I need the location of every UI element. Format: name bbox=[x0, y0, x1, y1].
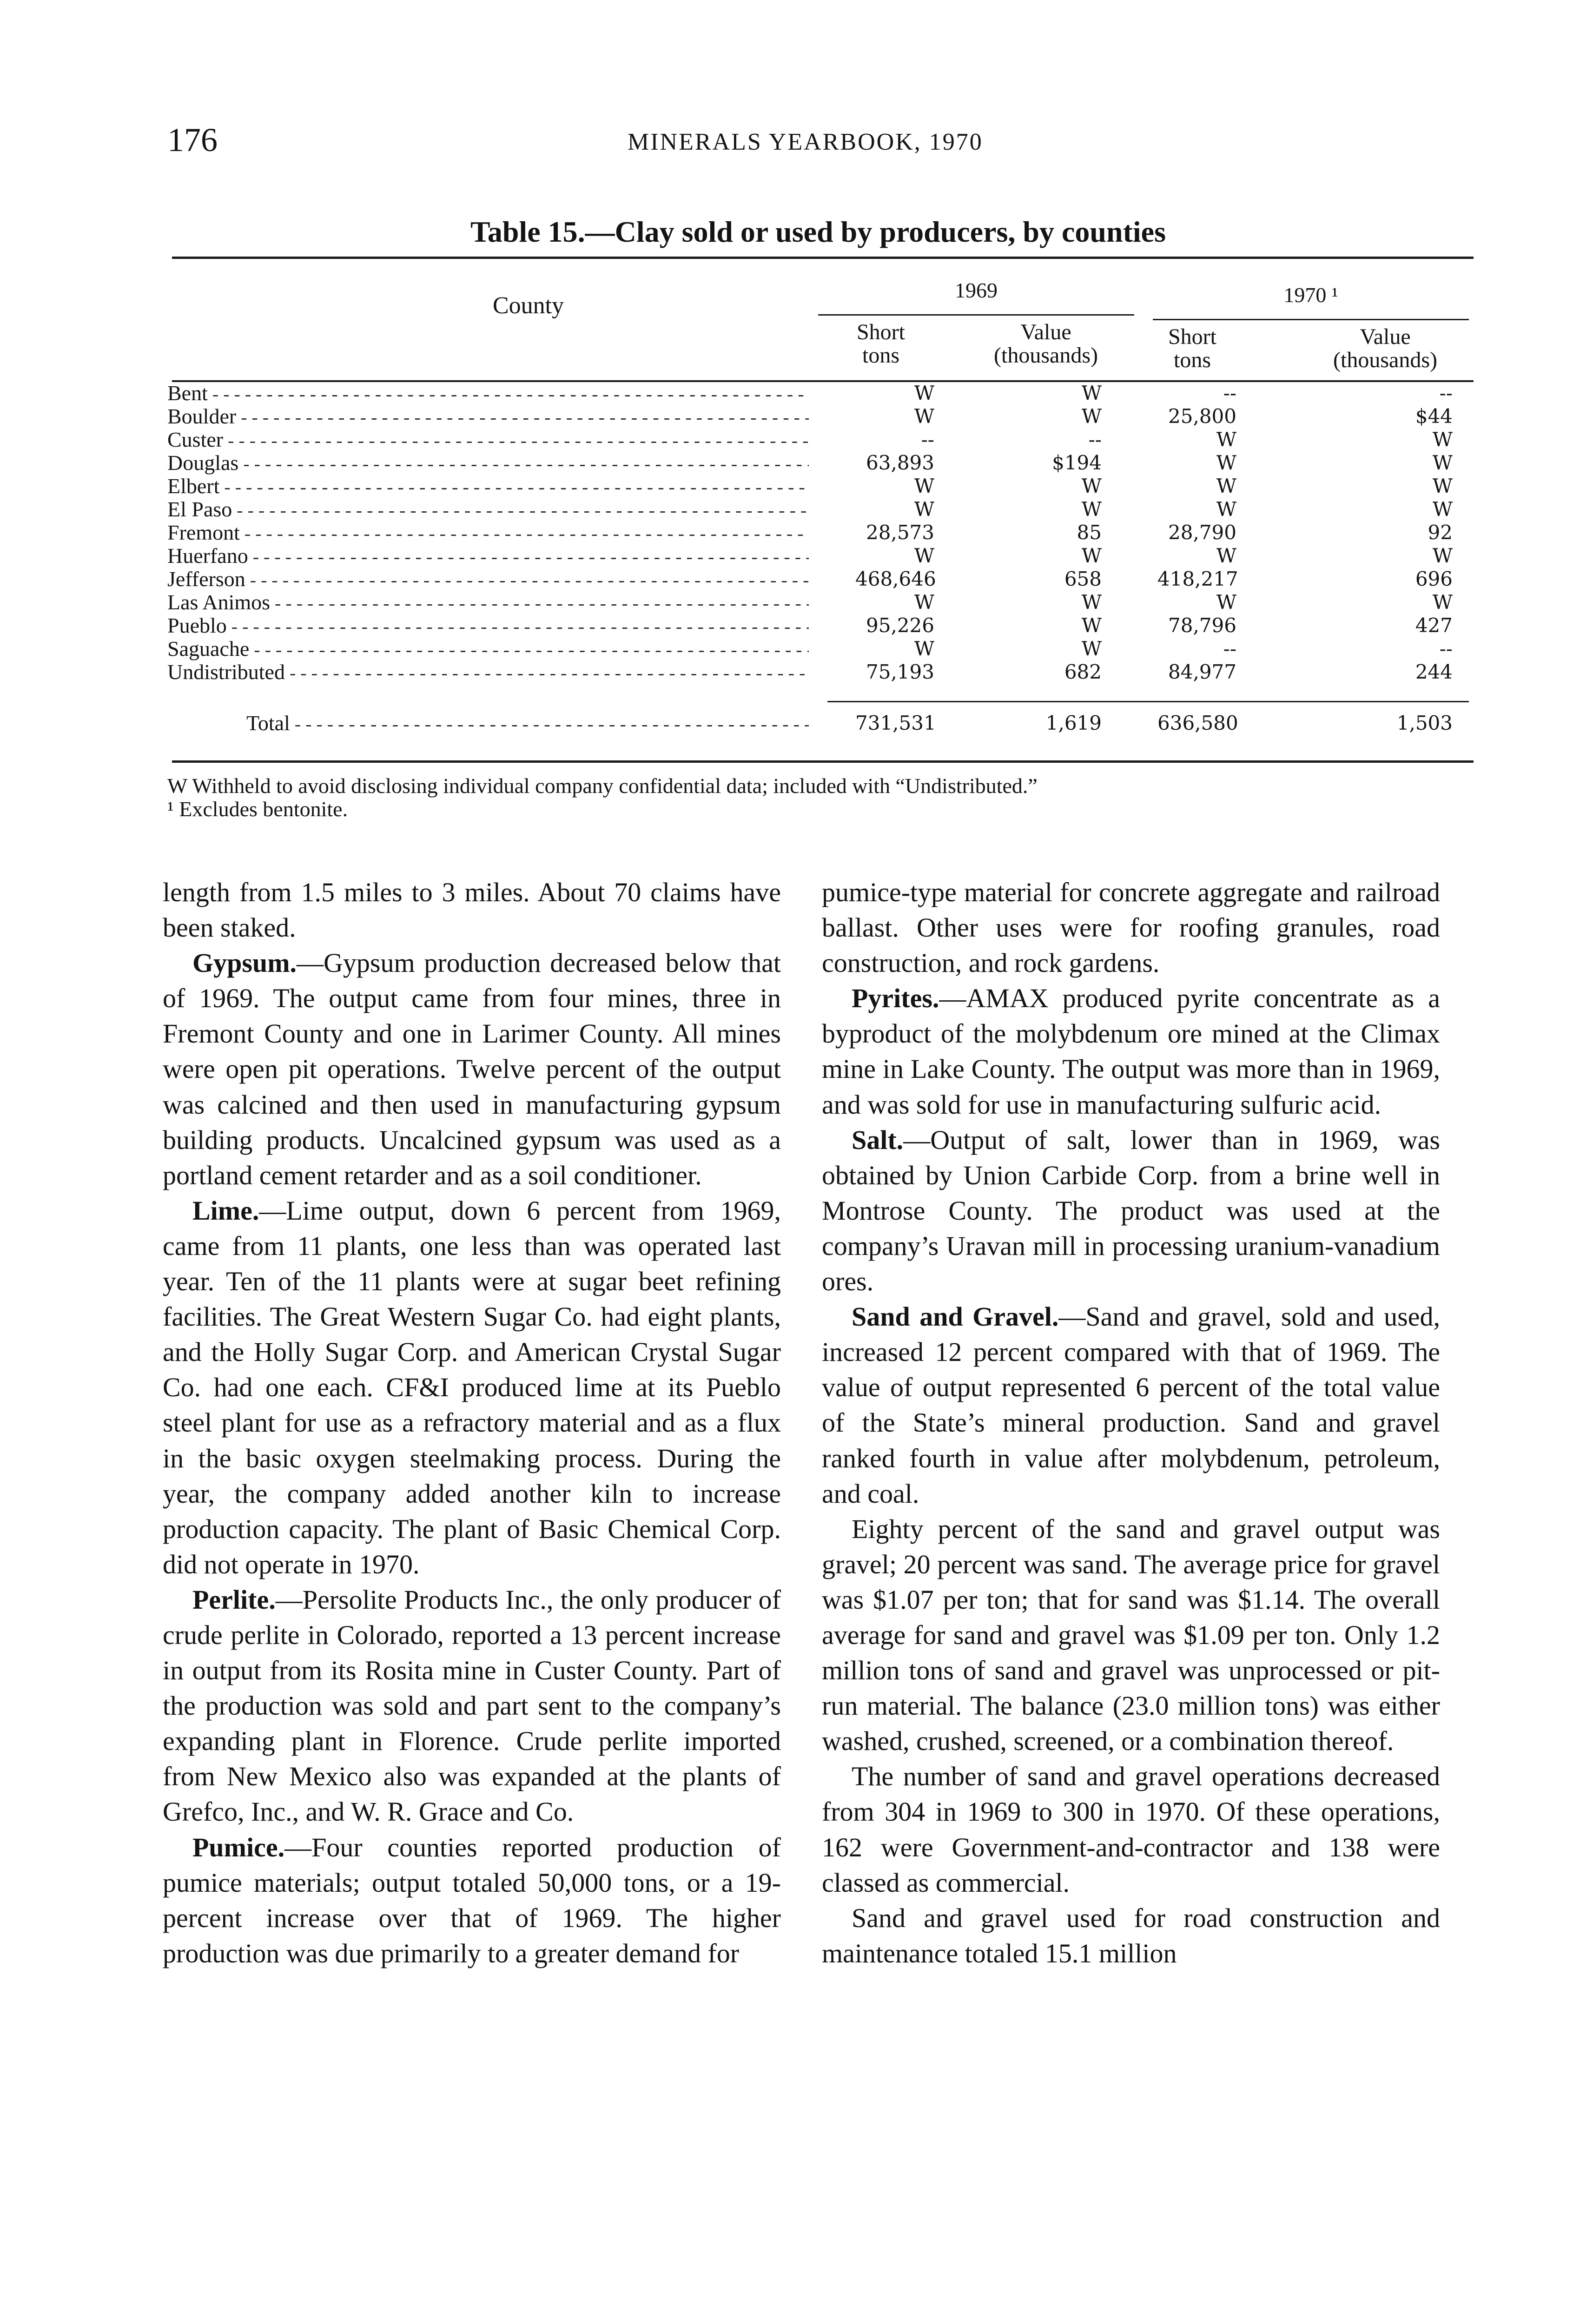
value-1969: W bbox=[1081, 405, 1102, 428]
county-name: Saguache - - - bbox=[167, 638, 809, 661]
county-name: Jefferson - - - bbox=[167, 568, 809, 591]
table-row bbox=[167, 661, 1469, 683]
paragraph-lead: Salt. bbox=[852, 1124, 904, 1155]
paragraph bbox=[822, 1759, 1440, 1900]
table-row bbox=[167, 614, 1469, 637]
tons-1970: 84,977 bbox=[1168, 660, 1236, 683]
value-1970: 244 bbox=[1415, 660, 1453, 683]
tons-1969: W bbox=[914, 591, 934, 614]
total-tons-1970: 636,580 bbox=[1157, 712, 1238, 734]
tons-1970: W bbox=[1216, 544, 1236, 567]
paragraph-lead: Pyrites. bbox=[852, 983, 939, 1014]
county-name: Huerfano - - - bbox=[167, 545, 809, 568]
value-1969: W bbox=[1081, 498, 1102, 521]
table-bottom-rule bbox=[172, 760, 1474, 763]
year-1969-header: 1969 bbox=[955, 278, 998, 302]
paragraph-lead: Pumice. bbox=[192, 1832, 285, 1862]
paragraph-text: Eighty percent of the sand and gravel output was gravel; 20 percent was sand. The average price for gravel was $1.07 per ton; that for sand was $1.14. The overall average for sand and gravel was $1.09 per ton. Only 1.2 million tons of sand and gravel was unprocessed or pit-run material. The balance (23.0 million tons) was either washed, crushed, screened, or a combination thereof. bbox=[822, 1513, 1440, 1756]
value-1969: W bbox=[1081, 382, 1102, 404]
left-column bbox=[163, 875, 781, 1971]
tons-1970: 28,790 bbox=[1168, 521, 1236, 544]
value-1969-header: Value (thousands) bbox=[994, 320, 1098, 368]
total-top-rule bbox=[827, 701, 1469, 702]
paragraph-text: —Four counties reported production of pumice materials; output totaled 50,000 tons, or a 19-percent increase over that of 1969. The higher production was due primarily to a greater demand for bbox=[163, 1832, 781, 1968]
tons-1970: -- bbox=[1223, 637, 1236, 660]
value-1970: 696 bbox=[1415, 568, 1453, 590]
value-1969: 682 bbox=[1064, 660, 1102, 683]
table-title: Table 15.—Clay sold or used by producers, by counties bbox=[470, 215, 1166, 248]
paragraph-text: —Persolite Products Inc., the only producer of crude perlite in Colorado, reported a 13 percent increase in output from its Rosita mine in Custer County. Part of the production was sold and part sent to the company’s expanding plant in Florence. Crude perlite imported from New Mexico also was expanded at the plants of Grefco, Inc., and W. R. Grace and Co. bbox=[163, 1584, 781, 1827]
paragraph-text: —AMAX produced pyrite concentrate as a byproduct of the molybdenum ore mined at the Climax mine in Lake County. The output was more than in 1969, and was sold for use in manufacturing sulfuric acid. bbox=[822, 983, 1440, 1120]
table-top-rule bbox=[172, 257, 1474, 259]
table-footnotes bbox=[167, 774, 1469, 821]
paragraph bbox=[163, 1582, 781, 1830]
paragraph-lead: Perlite. bbox=[192, 1584, 276, 1615]
short-tons-1969-header: Short tons bbox=[856, 320, 905, 368]
table-row bbox=[167, 522, 1469, 544]
paragraph-text: —Output of salt, lower than in 1969, was obtained by Union Carbide Corp. from a brine well in Montrose County. The product was used at the company’s Uravan mill in processing uranium-vanadium ores. bbox=[822, 1124, 1440, 1297]
value-1969: $194 bbox=[1052, 451, 1102, 474]
short-tons-1970-header: Short tons bbox=[1168, 324, 1216, 372]
table-row bbox=[167, 545, 1469, 567]
value-1970: W bbox=[1432, 591, 1453, 614]
tons-1970: 78,796 bbox=[1168, 614, 1236, 637]
tons-1969: 63,893 bbox=[866, 451, 934, 474]
paragraph bbox=[163, 945, 781, 1193]
value-1969: -- bbox=[1088, 428, 1102, 451]
paragraph bbox=[822, 875, 1440, 981]
tons-1970: W bbox=[1216, 475, 1236, 497]
running-title: MINERALS YEARBOOK, 1970 bbox=[628, 129, 983, 155]
table-row bbox=[167, 405, 1469, 428]
tons-1969: W bbox=[914, 405, 934, 428]
table-row bbox=[167, 568, 1469, 590]
county-name: El Paso - - - bbox=[167, 498, 809, 522]
tons-1970: 418,217 bbox=[1157, 568, 1238, 590]
table-row bbox=[167, 591, 1469, 614]
tons-1969: -- bbox=[921, 428, 934, 451]
tons-1970: W bbox=[1216, 591, 1236, 614]
table-row bbox=[167, 498, 1469, 521]
value-1969: 658 bbox=[1064, 568, 1102, 590]
tons-1969: 75,193 bbox=[866, 660, 934, 683]
value-1969: W bbox=[1081, 475, 1102, 497]
county-name: Custer - - - bbox=[167, 429, 809, 452]
paragraph-lead: Gypsum. bbox=[192, 948, 297, 978]
paragraph bbox=[822, 1122, 1440, 1299]
paragraph-text: pumice-type material for concrete aggregate and railroad ballast. Other uses were for roofing granules, road construction, and rock gardens. bbox=[822, 877, 1440, 978]
page-number: 176 bbox=[167, 121, 218, 158]
paragraph-text: length from 1.5 miles to 3 miles. About 70 claims have been staked. bbox=[163, 877, 781, 943]
tons-1969: 468,646 bbox=[855, 568, 936, 590]
tons-1970: W bbox=[1216, 498, 1236, 521]
paragraph bbox=[163, 875, 781, 945]
total-value-1970: 1,503 bbox=[1396, 712, 1453, 734]
tons-1969: W bbox=[914, 637, 934, 660]
page-header bbox=[167, 121, 1469, 163]
tons-1969: 95,226 bbox=[866, 614, 934, 637]
paragraph-text: —Sand and gravel, sold and used, increased 12 percent compared with that of 1969. The value of output represented 6 percent of the total value of the State’s mineral production. Sand and gravel ranked fourth in value after molybdenum, petroleum, and coal. bbox=[822, 1301, 1441, 1509]
county-column-header: County bbox=[493, 292, 564, 319]
county-name: Bent - - - bbox=[167, 382, 809, 405]
county-name: Fremont - - - bbox=[167, 522, 809, 545]
tons-1969: 28,573 bbox=[866, 521, 934, 544]
year-1970-header: 1970 ¹ bbox=[1283, 283, 1338, 307]
value-1969: W bbox=[1081, 614, 1102, 637]
value-1969: W bbox=[1081, 591, 1102, 614]
paragraph-lead: Lime. bbox=[192, 1195, 259, 1226]
county-name: Las Animos - - - bbox=[167, 591, 809, 614]
paragraph bbox=[822, 1512, 1440, 1759]
value-1970: W bbox=[1432, 498, 1453, 521]
value-1970: W bbox=[1432, 544, 1453, 567]
value-1970-header: Value (thousands) bbox=[1333, 324, 1437, 372]
total-value-1969: 1,619 bbox=[1045, 712, 1102, 734]
year-1970-underline bbox=[1153, 319, 1469, 320]
county-name: Undistributed - - - bbox=[167, 661, 809, 684]
right-column bbox=[822, 875, 1440, 1971]
tons-1969: W bbox=[914, 475, 934, 497]
paragraph-text: Sand and gravel used for road construction and maintenance totaled 15.1 million bbox=[822, 1902, 1440, 1968]
value-1969: 85 bbox=[1077, 521, 1102, 544]
paragraph-lead: Sand and Gravel. bbox=[852, 1301, 1059, 1332]
tons-1969: W bbox=[914, 382, 934, 404]
county-name: Douglas - - - bbox=[167, 452, 809, 475]
value-1969: W bbox=[1081, 544, 1102, 567]
table-total-row bbox=[167, 712, 1469, 734]
paragraph-text: The number of sand and gravel operations decreased from 304 in 1969 to 300 in 1970. Of these operations, 162 were Government-and-contractor and 138 were classed as commercial. bbox=[822, 1761, 1440, 1898]
county-name: Pueblo - - - bbox=[167, 614, 809, 638]
county-name: Boulder - - - bbox=[167, 405, 809, 429]
table-row bbox=[167, 382, 1469, 404]
tons-1969: W bbox=[914, 544, 934, 567]
value-1970: W bbox=[1432, 475, 1453, 497]
value-1970: W bbox=[1432, 451, 1453, 474]
footnote-withheld: W Withheld to avoid disclosing individual company confidential data; included with “Undistributed.” bbox=[167, 774, 1038, 798]
total-label: Total - - - bbox=[167, 712, 809, 735]
county-name: Elbert - - - bbox=[167, 475, 809, 498]
paragraph-text: —Gypsum production decreased below that of 1969. The output came from four mines, three in Fremont County and one in Larimer County. All mines were open pit operations. Twelve percent of the output was calcined and then used in manufacturing gypsum building products. Uncalcined gypsum was used as a portland cement retarder and as a soil conditioner. bbox=[163, 948, 781, 1190]
value-1970: $44 bbox=[1415, 405, 1453, 428]
tons-1970: W bbox=[1216, 451, 1236, 474]
tons-1970: 25,800 bbox=[1168, 405, 1236, 428]
value-1970: W bbox=[1432, 428, 1453, 451]
tons-1970: W bbox=[1216, 428, 1236, 451]
total-tons-1969: 731,531 bbox=[855, 712, 936, 734]
footnote-bentonite: ¹ Excludes bentonite. bbox=[167, 797, 348, 821]
table-row bbox=[167, 638, 1469, 660]
value-1970: -- bbox=[1439, 382, 1453, 404]
table-row bbox=[167, 475, 1469, 497]
paragraph bbox=[822, 1299, 1440, 1512]
value-1969: W bbox=[1081, 637, 1102, 660]
tons-1969: W bbox=[914, 498, 934, 521]
value-1970: 427 bbox=[1415, 614, 1453, 637]
tons-1970: -- bbox=[1223, 382, 1236, 404]
value-1970: -- bbox=[1439, 637, 1453, 660]
paragraph bbox=[163, 1830, 781, 1971]
year-1969-underline bbox=[818, 314, 1134, 316]
paragraph bbox=[822, 981, 1440, 1122]
paragraph-text: —Lime output, down 6 percent from 1969, came from 11 plants, one less than was operated last year. Ten of the 11 plants were at sugar beet refining facilities. The Great Western Sugar Co. had eight plants, and the Holly Sugar Corp. and American Crystal Sugar Co. had one each. CF&I produced lime at its Pueblo steel plant for use as a refractory material and as a flux in the basic oxygen steelmaking process. During the year, the company added another kiln to increase production capacity. The plant of Basic Chemical Corp. did not operate in 1970. bbox=[163, 1195, 781, 1579]
table-row bbox=[167, 452, 1469, 474]
table-row bbox=[167, 429, 1469, 451]
value-1970: 92 bbox=[1428, 521, 1453, 544]
paragraph bbox=[163, 1193, 781, 1582]
paragraph bbox=[822, 1901, 1440, 1971]
